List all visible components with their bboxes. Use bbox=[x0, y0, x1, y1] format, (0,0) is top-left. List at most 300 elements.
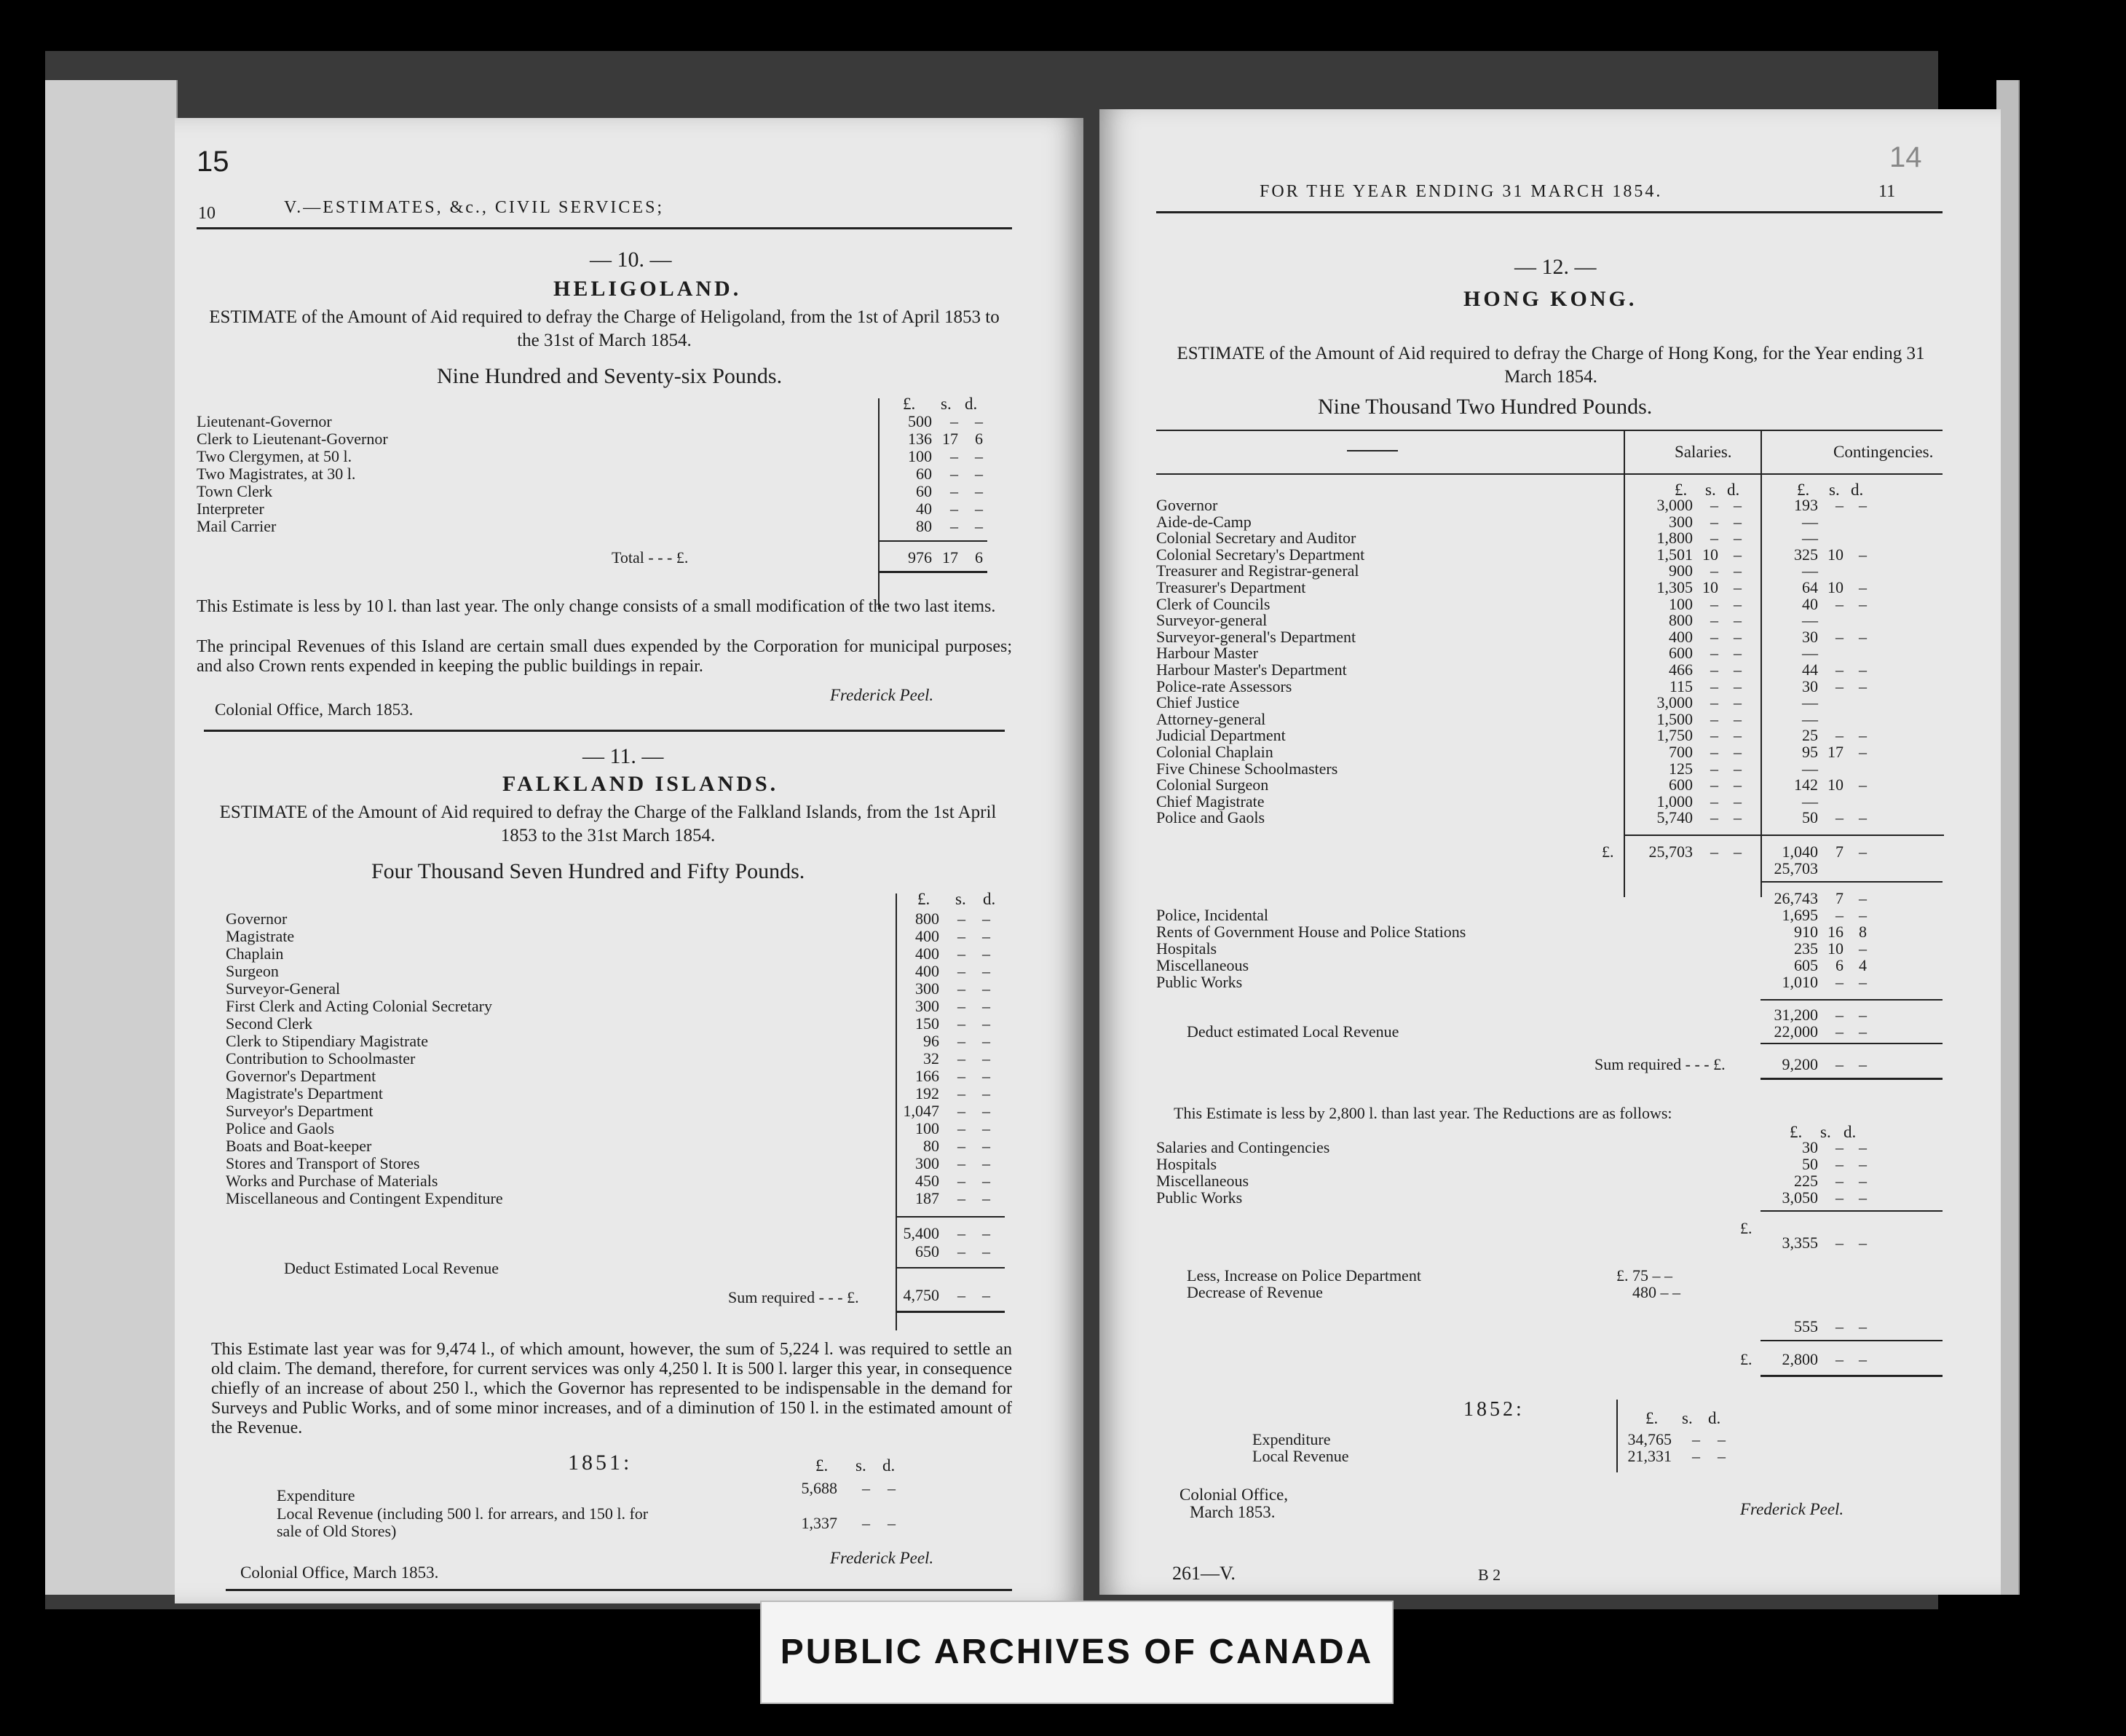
cell: 17 bbox=[1827, 743, 1844, 761]
office-line: Colonial Office, March 1853. bbox=[215, 701, 414, 719]
cell: – bbox=[1835, 808, 1844, 827]
cell: – bbox=[950, 447, 958, 465]
row-label: Hospitals bbox=[1156, 1155, 1217, 1173]
table-row bbox=[1156, 711, 1943, 727]
cell: – bbox=[982, 1102, 990, 1120]
cell: – bbox=[982, 1014, 990, 1033]
cell: – bbox=[950, 482, 958, 500]
cell: 1,305 bbox=[1656, 578, 1693, 596]
cell: – bbox=[1835, 676, 1844, 695]
cell: – bbox=[1835, 726, 1844, 745]
row-label: Police and Gaols bbox=[1156, 808, 1265, 827]
cell: 17 bbox=[942, 430, 958, 448]
contingency-total: 7 bbox=[1835, 843, 1844, 861]
cell: 910 bbox=[1794, 923, 1818, 941]
cell: 115 bbox=[1669, 676, 1693, 695]
grand-total: – bbox=[1859, 1006, 1867, 1024]
section-rule bbox=[204, 730, 1005, 732]
running-head: FOR THE YEAR ENDING 31 MARCH 1854. bbox=[1260, 182, 1663, 201]
sum-rule bbox=[896, 1267, 1005, 1269]
total-rule bbox=[878, 571, 987, 573]
row-label: Interpreter bbox=[197, 500, 264, 518]
cell: 400 bbox=[915, 944, 939, 963]
table-row bbox=[1156, 694, 1943, 711]
row-label: Police, Incidental bbox=[1156, 906, 1268, 924]
table-row bbox=[1156, 612, 1943, 628]
cell: – bbox=[957, 1172, 965, 1190]
head-rule bbox=[197, 227, 1012, 229]
row-label: Colonial Secretary's Department bbox=[1156, 545, 1365, 564]
revenue-cell: 21,331 bbox=[1627, 1447, 1672, 1465]
cell: – bbox=[1859, 808, 1867, 827]
cell: 32 bbox=[923, 1049, 939, 1068]
cell: – bbox=[957, 944, 965, 963]
cell: – bbox=[1710, 792, 1718, 810]
office-line: Colonial Office, March 1853. bbox=[240, 1563, 439, 1582]
deduct-cell: – bbox=[1859, 1022, 1867, 1041]
cell: 400 bbox=[915, 962, 939, 980]
cell: – bbox=[1710, 726, 1718, 745]
cell: — bbox=[1802, 759, 1818, 778]
reductions-total: – bbox=[1859, 1234, 1867, 1252]
cell: 300 bbox=[915, 979, 939, 998]
table-row bbox=[1156, 727, 1943, 743]
cell: – bbox=[950, 465, 958, 483]
section-title: HONG KONG. bbox=[1463, 287, 1637, 311]
section-number: — 11. — bbox=[582, 744, 664, 768]
table-row bbox=[1156, 562, 1943, 579]
row-label: Magistrate's Department bbox=[226, 1084, 383, 1102]
subtotal-cell: 5,400 bbox=[903, 1224, 939, 1242]
cell: – bbox=[982, 979, 990, 998]
col-head: s. bbox=[1820, 1123, 1831, 1141]
salary-total: – bbox=[1710, 843, 1718, 861]
table-row bbox=[1156, 661, 1943, 678]
total-cell: 976 bbox=[908, 548, 932, 567]
row-label: Colonial Secretary and Auditor bbox=[1156, 529, 1356, 548]
cell: 64 bbox=[1802, 578, 1818, 596]
less-total: 555 bbox=[1794, 1317, 1818, 1335]
cell: 466 bbox=[1669, 660, 1693, 679]
cell: – bbox=[1710, 776, 1718, 794]
combined-total: 26,743 bbox=[1774, 889, 1818, 907]
cell: – bbox=[982, 1119, 990, 1137]
cell: 30 bbox=[1802, 627, 1818, 646]
cell: 3,000 bbox=[1656, 693, 1693, 712]
table-row bbox=[1156, 579, 1943, 596]
row-label: Clerk of Councils bbox=[1156, 594, 1271, 613]
cell: — bbox=[1802, 693, 1818, 712]
row-label: Chaplain bbox=[226, 944, 284, 963]
section-title: HELIGOLAND. bbox=[553, 277, 742, 301]
cell: 10 bbox=[1827, 776, 1844, 794]
cell: 300 bbox=[915, 1154, 939, 1172]
signature: Frederick Peel. bbox=[830, 1549, 934, 1567]
row-label: Police-rate Assessors bbox=[1156, 676, 1292, 695]
cell: 136 bbox=[908, 430, 932, 448]
cell: – bbox=[1734, 529, 1742, 548]
row-label: Surgeon bbox=[226, 962, 279, 980]
row-label: First Clerk and Acting Colonial Secretary bbox=[226, 997, 492, 1015]
cell: – bbox=[982, 1172, 990, 1190]
row-label: Surveyor's Department bbox=[226, 1102, 374, 1120]
row-label: Two Magistrates, at 30 l. bbox=[197, 465, 356, 483]
sum-cell: – bbox=[1859, 1055, 1867, 1073]
combined-total: – bbox=[1859, 889, 1867, 907]
office-line: March 1853. bbox=[1190, 1503, 1276, 1521]
cell: 40 bbox=[916, 500, 932, 518]
row-label: Salaries and Contingencies bbox=[1156, 1138, 1330, 1156]
cell: – bbox=[1835, 594, 1844, 613]
col-head: s. bbox=[1829, 481, 1840, 499]
cell: – bbox=[1859, 545, 1867, 564]
cell: 225 bbox=[1794, 1172, 1818, 1190]
net-total: – bbox=[1835, 1350, 1844, 1368]
page-number: 11 bbox=[1878, 182, 1896, 201]
deduct-cell: – bbox=[982, 1242, 990, 1260]
estimate-text: ESTIMATE of the Amount of Aid required to defray the Charge of Heligoland, from the 1st of April 1853 to the 31st of March 1854. bbox=[209, 307, 1000, 350]
col-head: £. bbox=[917, 890, 930, 908]
cell: – bbox=[982, 1189, 990, 1207]
row-label: Mail Carrier bbox=[197, 517, 277, 535]
cell: – bbox=[957, 1154, 965, 1172]
signature: Frederick Peel. bbox=[830, 686, 934, 704]
cell: – bbox=[1835, 1188, 1844, 1207]
cell: 10 bbox=[1702, 578, 1718, 596]
cell: – bbox=[1734, 496, 1742, 514]
row-label: Second Clerk bbox=[226, 1014, 313, 1033]
cell: 6 bbox=[1835, 956, 1844, 974]
head-rule bbox=[1156, 211, 1943, 213]
row-label: Police and Gaols bbox=[226, 1119, 335, 1137]
sum-label: Sum required - - - £. bbox=[728, 1288, 859, 1306]
table-row bbox=[1156, 546, 1943, 563]
cell: 60 bbox=[916, 482, 932, 500]
cell: – bbox=[982, 944, 990, 963]
table-row bbox=[1156, 907, 1943, 923]
extras-table bbox=[1156, 907, 1943, 998]
row-label: Judicial Department bbox=[1156, 726, 1286, 745]
row-label: Hospitals bbox=[1156, 939, 1217, 958]
reductions-total: – bbox=[1835, 1234, 1844, 1252]
col-head: d. bbox=[1727, 481, 1740, 499]
cell: 44 bbox=[1802, 660, 1818, 679]
cell: – bbox=[957, 1137, 965, 1155]
cell: – bbox=[1859, 627, 1867, 646]
cell: – bbox=[1710, 611, 1718, 630]
cell: 300 bbox=[1669, 512, 1693, 531]
cell: — bbox=[1802, 512, 1818, 531]
col-contingencies: Contingencies. bbox=[1833, 443, 1934, 461]
cell: – bbox=[1734, 561, 1742, 580]
cell: 100 bbox=[908, 447, 932, 465]
row-label: Governor bbox=[226, 910, 288, 928]
cell: 100 bbox=[1669, 594, 1693, 613]
cell: 166 bbox=[915, 1067, 939, 1085]
total-cell: 6 bbox=[975, 548, 983, 567]
table-top-rule bbox=[1156, 430, 1943, 431]
right-page bbox=[1099, 109, 2001, 1595]
cell: — bbox=[1802, 611, 1818, 630]
cell: 600 bbox=[1669, 644, 1693, 663]
grand-total: – bbox=[1835, 1006, 1844, 1024]
col-head: s. bbox=[855, 1456, 866, 1475]
col-head: s. bbox=[1705, 481, 1716, 499]
cell: – bbox=[975, 500, 983, 518]
cell: – bbox=[1859, 776, 1867, 794]
cell: — bbox=[1802, 792, 1818, 810]
cell: – bbox=[957, 1049, 965, 1068]
amount-words: Four Thousand Seven Hundred and Fifty Pounds. bbox=[371, 859, 805, 883]
expenditure-cell: – bbox=[862, 1479, 870, 1497]
section-number: — 12. — bbox=[1514, 255, 1597, 279]
sum-rule bbox=[896, 1216, 1005, 1218]
row-label: Five Chinese Schoolmasters bbox=[1156, 759, 1338, 778]
decrease-label: Decrease of Revenue bbox=[1187, 1283, 1323, 1301]
col-head: d. bbox=[983, 890, 996, 908]
cell: – bbox=[957, 910, 965, 928]
contingency-total: – bbox=[1859, 843, 1867, 861]
cell: – bbox=[1710, 529, 1718, 548]
row-label: Two Clergymen, at 50 l. bbox=[197, 447, 352, 465]
cell: – bbox=[1734, 545, 1742, 564]
cell: 80 bbox=[916, 517, 932, 535]
total-cell: 17 bbox=[942, 548, 958, 567]
stub-dash bbox=[1347, 450, 1398, 451]
salary-total: 25,703 bbox=[1648, 843, 1693, 861]
cell: – bbox=[1835, 1155, 1844, 1173]
total-rule bbox=[896, 1311, 1005, 1313]
cell: – bbox=[1835, 660, 1844, 679]
cell: 600 bbox=[1669, 776, 1693, 794]
row-label: Works and Purchase of Materials bbox=[226, 1172, 438, 1190]
expenditure-cell: – bbox=[1718, 1430, 1726, 1448]
row-label: Colonial Surgeon bbox=[1156, 776, 1269, 794]
subtotal-cell: – bbox=[957, 1224, 965, 1242]
cell: – bbox=[982, 1067, 990, 1085]
cell: 1,800 bbox=[1656, 529, 1693, 548]
cell: 187 bbox=[915, 1189, 939, 1207]
expenditure-label: Expenditure bbox=[1252, 1430, 1331, 1448]
cell: 800 bbox=[915, 910, 939, 928]
col-head: £. bbox=[903, 395, 916, 413]
cell: – bbox=[1710, 496, 1718, 514]
cell: 60 bbox=[916, 465, 932, 483]
revenue-cell: – bbox=[1692, 1447, 1700, 1465]
cell: – bbox=[982, 1049, 990, 1068]
row-label: Public Works bbox=[1156, 973, 1243, 991]
row-label: Chief Justice bbox=[1156, 693, 1240, 712]
cell: 3,000 bbox=[1656, 496, 1693, 514]
sum-rule bbox=[1761, 999, 1943, 1001]
year-heading: 1851: bbox=[568, 1451, 633, 1475]
deduct-cell: 22,000 bbox=[1774, 1022, 1818, 1041]
book-spread bbox=[45, 51, 1938, 1609]
sum-rule bbox=[878, 540, 987, 542]
cell: 192 bbox=[915, 1084, 939, 1102]
row-label: Surveyor-general bbox=[1156, 611, 1268, 630]
cell: – bbox=[1859, 743, 1867, 761]
cell: – bbox=[1835, 1138, 1844, 1156]
cell: – bbox=[1734, 693, 1742, 712]
cell: – bbox=[957, 1119, 965, 1137]
col-head: d. bbox=[965, 395, 978, 413]
cell: 8 bbox=[1859, 923, 1867, 941]
cell: 500 bbox=[908, 412, 932, 430]
table-row bbox=[1156, 974, 1943, 990]
revenue-label: Local Revenue (including 500 l. for arrears, and 150 l. for sale of Old Stores) bbox=[277, 1504, 649, 1540]
cell: 5,740 bbox=[1656, 808, 1693, 827]
table-row bbox=[1156, 513, 1943, 530]
table-row bbox=[1156, 1139, 1943, 1156]
cell: – bbox=[1734, 709, 1742, 728]
cell: – bbox=[1734, 776, 1742, 794]
cell: 10 bbox=[1702, 545, 1718, 564]
table-row bbox=[1156, 743, 1943, 760]
cell: – bbox=[975, 465, 983, 483]
cell: — bbox=[1802, 709, 1818, 728]
table-row bbox=[1156, 923, 1943, 940]
cell: – bbox=[975, 482, 983, 500]
row-label: Chief Magistrate bbox=[1156, 792, 1265, 810]
cell: 50 bbox=[1802, 1155, 1818, 1173]
cell: – bbox=[1859, 1172, 1867, 1190]
table-row bbox=[1156, 1156, 1943, 1172]
note: The principal Revenues of this Island are certain small dues expended by the Corporation for municipal purposes; and also Crown rents expended in keeping the public buildings in repair. bbox=[197, 637, 1012, 676]
cell: – bbox=[1734, 808, 1742, 827]
cell: 10 bbox=[1827, 545, 1844, 564]
cell: 96 bbox=[923, 1032, 939, 1050]
expenditure-cell: 5,688 bbox=[801, 1479, 837, 1497]
row-label: Surveyor-General bbox=[226, 979, 341, 998]
amount-words: Nine Hundred and Seventy-six Pounds. bbox=[437, 364, 783, 388]
cell: 700 bbox=[1669, 743, 1693, 761]
net-total: – bbox=[1859, 1350, 1867, 1368]
table-head-rule bbox=[1156, 473, 1943, 475]
cell: – bbox=[1734, 660, 1742, 679]
table-row bbox=[1156, 776, 1943, 793]
cell: 605 bbox=[1794, 956, 1818, 974]
cell: – bbox=[957, 997, 965, 1015]
cell: 40 bbox=[1802, 594, 1818, 613]
cell: – bbox=[1835, 496, 1844, 514]
revenue-cell: – bbox=[862, 1514, 870, 1532]
cell: 6 bbox=[975, 430, 983, 448]
less-label: Less, Increase on Police Department bbox=[1187, 1266, 1421, 1285]
col-head: £. bbox=[1645, 1409, 1659, 1427]
currency-mark: £. bbox=[1740, 1350, 1752, 1368]
row-label: Miscellaneous bbox=[1156, 1172, 1249, 1190]
cell: 4 bbox=[1859, 956, 1867, 974]
cell: – bbox=[1710, 743, 1718, 761]
sum-rule bbox=[1761, 881, 1943, 883]
sum-cell: – bbox=[1835, 1055, 1844, 1073]
sum-rule bbox=[1761, 1043, 1943, 1044]
col-head: d. bbox=[1844, 1123, 1857, 1141]
reductions-table bbox=[1156, 1139, 1943, 1212]
cell: – bbox=[982, 1032, 990, 1050]
cell: – bbox=[1734, 627, 1742, 646]
reductions-intro: This Estimate is less by 2,800 l. than last year. The Reductions are as follows: bbox=[1174, 1104, 1672, 1122]
cell: – bbox=[1835, 906, 1844, 924]
row-label: Governor bbox=[1156, 496, 1218, 514]
row-label: Harbour Master bbox=[1156, 644, 1258, 663]
col-head: s. bbox=[955, 890, 966, 908]
cell: 325 bbox=[1794, 545, 1818, 564]
cell: 1,047 bbox=[903, 1102, 939, 1120]
cell: – bbox=[1734, 792, 1742, 810]
table-row bbox=[1156, 596, 1943, 612]
cell: 1,695 bbox=[1782, 906, 1818, 924]
cell: – bbox=[1859, 496, 1867, 514]
row-label: Colonial Chaplain bbox=[1156, 743, 1273, 761]
cell: – bbox=[975, 517, 983, 535]
cell: – bbox=[1835, 973, 1844, 991]
row-label: Treasurer's Department bbox=[1156, 578, 1306, 596]
left-page bbox=[175, 118, 1083, 1603]
cell: — bbox=[1802, 529, 1818, 548]
deduct-cell: – bbox=[1835, 1022, 1844, 1041]
cell: 1,010 bbox=[1782, 973, 1818, 991]
col-head: £. bbox=[1675, 481, 1688, 499]
col-salaries: Salaries. bbox=[1675, 443, 1732, 461]
subtotal-cell: – bbox=[982, 1224, 990, 1242]
cell: — bbox=[1802, 561, 1818, 580]
cell: – bbox=[957, 1084, 965, 1102]
less-value: £. 75 – – bbox=[1616, 1266, 1672, 1285]
cell: – bbox=[982, 927, 990, 945]
cell: – bbox=[1734, 759, 1742, 778]
row-label: Town Clerk bbox=[197, 482, 273, 500]
sum-rule bbox=[1761, 1210, 1943, 1212]
cell: – bbox=[1859, 1138, 1867, 1156]
cell: – bbox=[1710, 561, 1718, 580]
cell: 400 bbox=[915, 927, 939, 945]
cell: 1,501 bbox=[1656, 545, 1693, 564]
col-head: £. bbox=[1790, 1123, 1803, 1141]
table-row bbox=[1156, 957, 1943, 974]
col-head: £. bbox=[815, 1456, 829, 1475]
sum-label: Sum required - - - £. bbox=[1594, 1055, 1726, 1073]
cell: 100 bbox=[915, 1119, 939, 1137]
cell: – bbox=[1734, 594, 1742, 613]
sum-rule bbox=[1624, 835, 1944, 836]
revenue-label: Local Revenue bbox=[1252, 1447, 1349, 1465]
cell: – bbox=[982, 910, 990, 928]
row-label: Governor's Department bbox=[226, 1067, 376, 1085]
sum-cell: – bbox=[982, 1286, 990, 1304]
row-label: Public Works bbox=[1156, 1188, 1243, 1207]
amount-words: Nine Thousand Two Hundred Pounds. bbox=[1318, 395, 1653, 419]
cell: 25 bbox=[1802, 726, 1818, 745]
cell: – bbox=[975, 412, 983, 430]
expenditure-cell: – bbox=[1692, 1430, 1700, 1448]
contingency-total: 1,040 bbox=[1782, 843, 1818, 861]
total-label: Total - - - £. bbox=[612, 548, 689, 567]
office-line: Colonial Office, bbox=[1179, 1486, 1289, 1504]
sum-cell: 9,200 bbox=[1782, 1055, 1818, 1073]
cell: 80 bbox=[923, 1137, 939, 1155]
cell: – bbox=[1859, 660, 1867, 679]
cell: – bbox=[1734, 578, 1742, 596]
cell: – bbox=[982, 962, 990, 980]
sum-rule bbox=[1761, 1340, 1943, 1341]
footer-code: 261—V. bbox=[1172, 1563, 1236, 1584]
row-label: Rents of Government House and Police Stations bbox=[1156, 923, 1466, 941]
year-heading: 1852: bbox=[1463, 1398, 1525, 1421]
folio-mark: 15 bbox=[197, 146, 229, 178]
row-label: Clerk to Lieutenant-Governor bbox=[197, 430, 388, 448]
